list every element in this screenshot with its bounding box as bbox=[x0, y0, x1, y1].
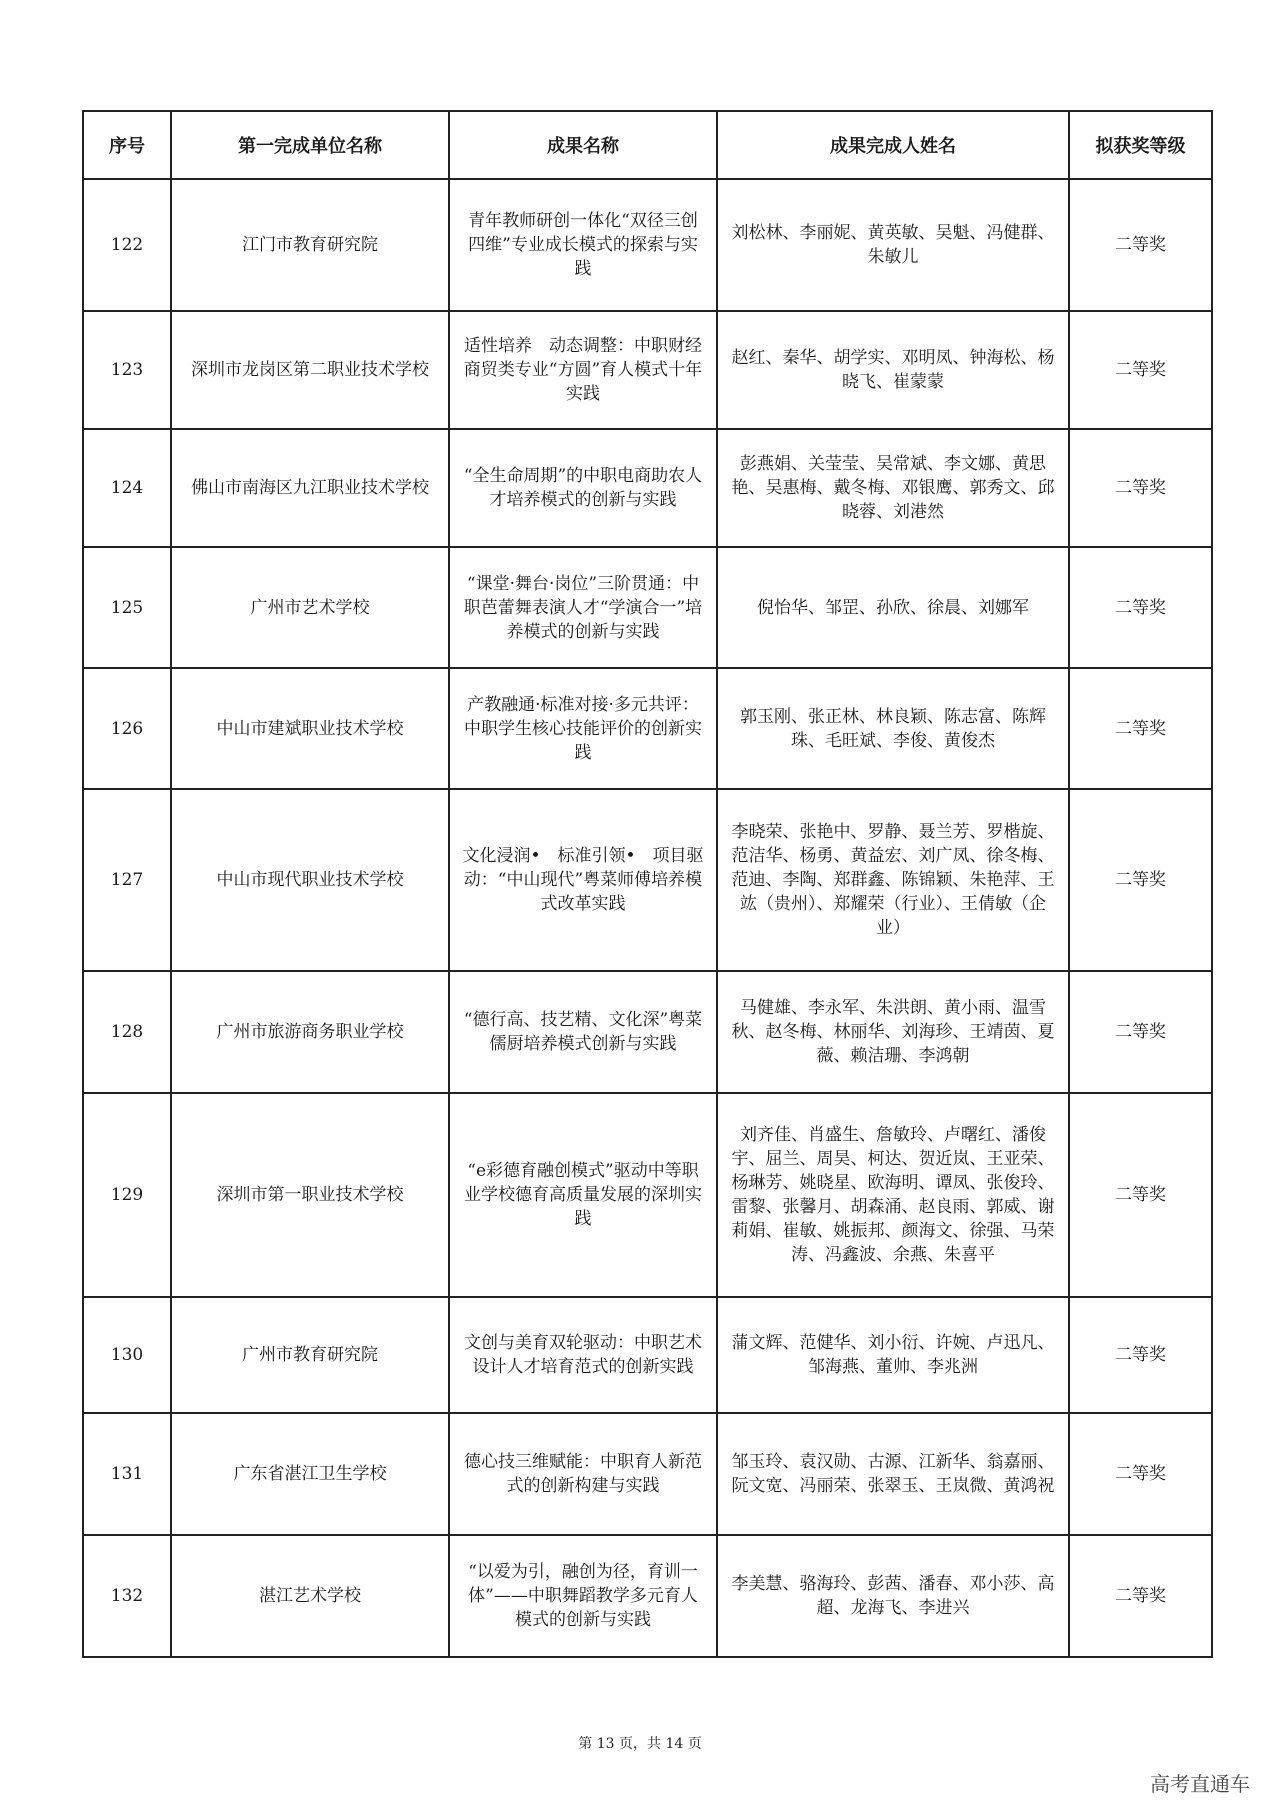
header-unit: 第一完成单位名称 bbox=[171, 111, 449, 179]
cell-seq: 124 bbox=[83, 429, 171, 547]
cell-award-level: 二等奖 bbox=[1069, 1535, 1212, 1657]
cell-achievement-name: “全生命周期”的中职电商助农人才培养模式的创新与实践 bbox=[449, 429, 717, 547]
cell-people: 倪怡华、邹罡、孙欣、徐晨、刘娜军 bbox=[717, 547, 1069, 668]
table-row bbox=[83, 971, 1212, 1093]
page-number-footer: 第 13 页，共 14 页 bbox=[578, 1736, 702, 1752]
cell-seq: 123 bbox=[83, 311, 171, 429]
cell-unit: 中山市现代职业技术学校 bbox=[171, 789, 449, 971]
cell-award-level: 二等奖 bbox=[1069, 971, 1212, 1093]
cell-award-level: 二等奖 bbox=[1069, 1413, 1212, 1535]
cell-people: 李晓荣、张艳中、罗静、聂兰芳、罗楷旋、范洁华、杨勇、黄益宏、刘广凤、徐冬梅、范迪、李陶、郑群鑫、陈锦颖、朱艳萍、王竑（贵州）、郑耀荣（行业）、王倩敏（企业） bbox=[717, 789, 1069, 971]
table-header-row bbox=[83, 111, 1212, 179]
cell-achievement-name: 文创与美育双轮驱动：中职艺术设计人才培育范式的创新实践 bbox=[449, 1297, 717, 1413]
cell-achievement-name: 青年教师研创一体化“双径三创四维”专业成长模式的探索与实践 bbox=[449, 179, 717, 311]
cell-people: 刘松林、李丽妮、黄英敏、吴魁、冯健群、朱敏儿 bbox=[717, 179, 1069, 311]
cell-seq: 132 bbox=[83, 1535, 171, 1657]
cell-people: 刘齐佳、肖盛生、詹敏玲、卢曙红、潘俊宇、屈兰、周昊、柯达、贺近岚、王亚荣、杨琳芳、姚晓星、欧海明、谭凤、张俊玲、雷黎、张馨月、胡森涌、赵良雨、郭威、谢莉娟、崔敏、姚振邦、颜海文、徐强、马荣涛、冯鑫波、余燕、朱喜平 bbox=[717, 1093, 1069, 1297]
cell-seq: 129 bbox=[83, 1093, 171, 1297]
header-people: 成果完成人姓名 bbox=[717, 111, 1069, 179]
table-row bbox=[83, 1297, 1212, 1413]
table-row bbox=[83, 1535, 1212, 1657]
cell-achievement-name: “以爱为引，融创为径，育训一体”——中职舞蹈教学多元育人模式的创新与实践 bbox=[449, 1535, 717, 1657]
cell-achievement-name: 文化浸润• 标准引领• 项目驱动：“中山现代”粤菜师傅培养模式改革实践 bbox=[449, 789, 717, 971]
cell-unit: 深圳市第一职业技术学校 bbox=[171, 1093, 449, 1297]
header-seq: 序号 bbox=[83, 111, 171, 179]
table-row bbox=[83, 668, 1212, 789]
table-row bbox=[83, 429, 1212, 547]
cell-award-level: 二等奖 bbox=[1069, 1093, 1212, 1297]
cell-people: 李美慧、骆海玲、彭茜、潘春、邓小莎、高超、龙海飞、李进兴 bbox=[717, 1535, 1069, 1657]
cell-unit: 湛江艺术学校 bbox=[171, 1535, 449, 1657]
cell-achievement-name: “课堂·舞台·岗位”三阶贯通：中职芭蕾舞表演人才“学演合一”培养模式的创新与实践 bbox=[449, 547, 717, 668]
cell-unit: 广东省湛江卫生学校 bbox=[171, 1413, 449, 1535]
cell-unit: 江门市教育研究院 bbox=[171, 179, 449, 311]
cell-people: 郭玉刚、张正林、林良颖、陈志富、陈辉珠、毛旺斌、李俊、黄俊杰 bbox=[717, 668, 1069, 789]
cell-unit: 广州市教育研究院 bbox=[171, 1297, 449, 1413]
cell-seq: 127 bbox=[83, 789, 171, 971]
cell-unit: 广州市艺术学校 bbox=[171, 547, 449, 668]
watermark-logo-text: 高考直通车 bbox=[1150, 1772, 1250, 1796]
awards-table bbox=[82, 110, 1213, 1658]
table-row bbox=[83, 179, 1212, 311]
cell-seq: 126 bbox=[83, 668, 171, 789]
cell-seq: 128 bbox=[83, 971, 171, 1093]
table-row bbox=[83, 1413, 1212, 1535]
cell-people: 马健雄、李永军、朱洪朗、黄小雨、温雪秋、赵冬梅、林丽华、刘海珍、王靖茵、夏薇、赖洁珊、李鸿朝 bbox=[717, 971, 1069, 1093]
cell-award-level: 二等奖 bbox=[1069, 1297, 1212, 1413]
cell-unit: 深圳市龙岗区第二职业技术学校 bbox=[171, 311, 449, 429]
cell-people: 蒲文辉、范健华、刘小衍、许婉、卢迅凡、邹海燕、董帅、李兆洲 bbox=[717, 1297, 1069, 1413]
cell-award-level: 二等奖 bbox=[1069, 429, 1212, 547]
cell-unit: 中山市建斌职业技术学校 bbox=[171, 668, 449, 789]
cell-unit: 佛山市南海区九江职业技术学校 bbox=[171, 429, 449, 547]
cell-people: 彭燕娟、关莹莹、吴常斌、李文娜、黄思艳、吴惠梅、戴冬梅、邓银鹰、郭秀文、邱晓蓉、刘港然 bbox=[717, 429, 1069, 547]
table-row bbox=[83, 311, 1212, 429]
cell-achievement-name: 适性培养 动态调整：中职财经商贸类专业“方圆”育人模式十年实践 bbox=[449, 311, 717, 429]
cell-achievement-name: “德行高、技艺精、文化深”粤菜儒厨培养模式创新与实践 bbox=[449, 971, 717, 1093]
cell-award-level: 二等奖 bbox=[1069, 311, 1212, 429]
cell-unit: 广州市旅游商务职业学校 bbox=[171, 971, 449, 1093]
table-row bbox=[83, 1093, 1212, 1297]
header-achievement-name: 成果名称 bbox=[449, 111, 717, 179]
cell-achievement-name: “e彩德育融创模式”驱动中等职业学校德育高质量发展的深圳实践 bbox=[449, 1093, 717, 1297]
cell-seq: 125 bbox=[83, 547, 171, 668]
cell-award-level: 二等奖 bbox=[1069, 547, 1212, 668]
cell-seq: 131 bbox=[83, 1413, 171, 1535]
cell-award-level: 二等奖 bbox=[1069, 179, 1212, 311]
cell-award-level: 二等奖 bbox=[1069, 789, 1212, 971]
table-row bbox=[83, 789, 1212, 971]
cell-achievement-name: 德心技三维赋能：中职育人新范式的创新构建与实践 bbox=[449, 1413, 717, 1535]
cell-seq: 122 bbox=[83, 179, 171, 311]
cell-achievement-name: 产教融通·标准对接·多元共评：中职学生核心技能评价的创新实践 bbox=[449, 668, 717, 789]
cell-people: 邹玉玲、袁汉勋、古源、江新华、翁嘉丽、阮文宽、冯丽荣、张翠玉、王岚微、黄鸿祝 bbox=[717, 1413, 1069, 1535]
table-row bbox=[83, 547, 1212, 668]
cell-seq: 130 bbox=[83, 1297, 171, 1413]
header-award-level: 拟获奖等级 bbox=[1069, 111, 1212, 179]
cell-people: 赵红、秦华、胡学实、邓明凤、钟海松、杨晓飞、崔蒙蒙 bbox=[717, 311, 1069, 429]
cell-award-level: 二等奖 bbox=[1069, 668, 1212, 789]
